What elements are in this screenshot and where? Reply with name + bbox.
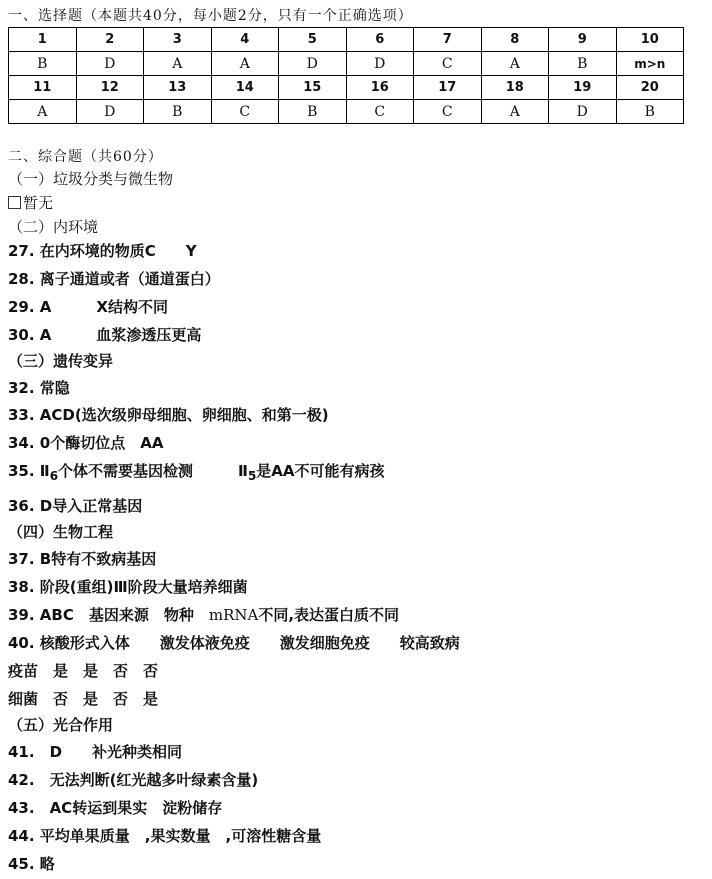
cell-num: 11 [9, 76, 77, 100]
cell-num: 5 [279, 28, 347, 52]
cell-answer: D [76, 52, 144, 76]
answer-28: 28. 离子通道或者（通道蛋白） [8, 270, 220, 288]
answer-33: 33. ACD(选次级卵母细胞、卵细胞、和第一极) [8, 406, 329, 424]
part3-heading: （三）遗传变异 [8, 352, 114, 370]
answer-44: 44. 平均单果质量 ,果实数量 ,可溶性糖含量 [8, 827, 322, 845]
cell-answer: A [9, 100, 77, 124]
answer-39-mrna: mRNA [208, 606, 259, 624]
answer-43: 43. AC转运到果实 淀粉储存 [8, 799, 223, 817]
answer-36: 36. D导入正常基因 [8, 497, 143, 515]
cell-num: 20 [616, 76, 684, 100]
table-row-numbers-1 [9, 28, 684, 52]
answer-39-part-a: 39. ABC 基因来源 物种 [8, 606, 209, 624]
answer-45: 45. 略 [8, 855, 55, 873]
answer-34: 34. 0个酶切位点 AA [8, 434, 164, 452]
answer-table [8, 27, 684, 124]
cell-answer: C [414, 52, 482, 76]
table-row-answers-1 [9, 52, 684, 76]
cell-num: 2 [76, 28, 144, 52]
cell-num: 4 [211, 28, 279, 52]
cell-num: 15 [279, 76, 347, 100]
answer-38: 38. 阶段(重组)Ⅲ阶段大量培养细菌 [8, 578, 248, 596]
table-row-answers-2 [9, 100, 684, 124]
part4-heading: （四）生物工程 [8, 523, 114, 541]
section2-title: 二、综合题（共60分） [8, 149, 163, 165]
cell-answer: A [144, 52, 212, 76]
part1-heading: （一）垃圾分类与微生物 [8, 170, 174, 188]
cell-num: 10 [616, 28, 684, 52]
cell-num: 3 [144, 28, 212, 52]
cell-answer: D [279, 52, 347, 76]
part1-none-text: 暂无 [23, 194, 54, 212]
answer-41: 41. D 补光种类相同 [8, 743, 183, 761]
cell-answer: A [481, 52, 549, 76]
cell-num: 6 [346, 28, 414, 52]
table-row-numbers-2 [9, 76, 684, 100]
cell-answer: D [346, 52, 414, 76]
part2-heading: （二）内环境 [8, 218, 99, 236]
answer-35-part-b: 个体不需要基因检测 Ⅱ [58, 462, 248, 480]
answer-35-subscript-2: 5 [247, 469, 257, 483]
answer-42: 42. 无法判断(红光越多叶绿素含量) [8, 771, 259, 789]
cell-num: 19 [549, 76, 617, 100]
answer-30: 30. A 血浆渗透压更高 [8, 326, 202, 344]
part1-none [8, 192, 53, 213]
answer-35-part-c: 是AA不可能有病孩 [256, 462, 385, 480]
cell-answer: C [211, 100, 279, 124]
cell-answer: A [481, 100, 549, 124]
answer-37: 37. B特有不致病基因 [8, 550, 157, 568]
answer-27: 27. 在内环境的物质C Y [8, 242, 197, 260]
answer-32: 32. 常隐 [8, 379, 70, 397]
cell-answer: B [279, 100, 347, 124]
answer-40-vaccine-row: 疫苗 是 是 否 否 [8, 662, 159, 680]
cell-answer: B [9, 52, 77, 76]
answer-35-part-a: 35. Ⅱ [8, 462, 50, 480]
cell-answer: D [549, 100, 617, 124]
answer-35 [8, 460, 385, 483]
cell-num: 16 [346, 76, 414, 100]
answer-40-bacteria-row: 细菌 否 是 否 是 [8, 690, 159, 708]
checkbox-icon [8, 196, 21, 209]
answer-39 [8, 604, 399, 625]
answer-35-subscript-1: 6 [49, 469, 59, 483]
answer-29: 29. A X结构不同 [8, 298, 168, 316]
cell-num: 12 [76, 76, 144, 100]
cell-answer: B [144, 100, 212, 124]
answer-40: 40. 核酸形式入体 激发体液免疫 激发细胞免疫 较高致病 [8, 634, 460, 652]
cell-answer: B [616, 100, 684, 124]
cell-answer: A [211, 52, 279, 76]
cell-answer: B [549, 52, 617, 76]
cell-num: 9 [549, 28, 617, 52]
answer-39-part-c: 不同,表达蛋白质不同 [258, 606, 400, 624]
cell-answer: D [76, 100, 144, 124]
cell-num: 1 [9, 28, 77, 52]
cell-num: 14 [211, 76, 279, 100]
cell-num: 17 [414, 76, 482, 100]
cell-num: 18 [481, 76, 549, 100]
section1-title: 一、选择题（本题共40分，每小题2分，只有一个正确选项） [8, 8, 413, 24]
cell-answer: m>n [616, 52, 684, 76]
cell-num: 13 [144, 76, 212, 100]
cell-answer: C [414, 100, 482, 124]
cell-answer: C [346, 100, 414, 124]
cell-num: 7 [414, 28, 482, 52]
part5-heading: （五）光合作用 [8, 716, 114, 734]
cell-num: 8 [481, 28, 549, 52]
